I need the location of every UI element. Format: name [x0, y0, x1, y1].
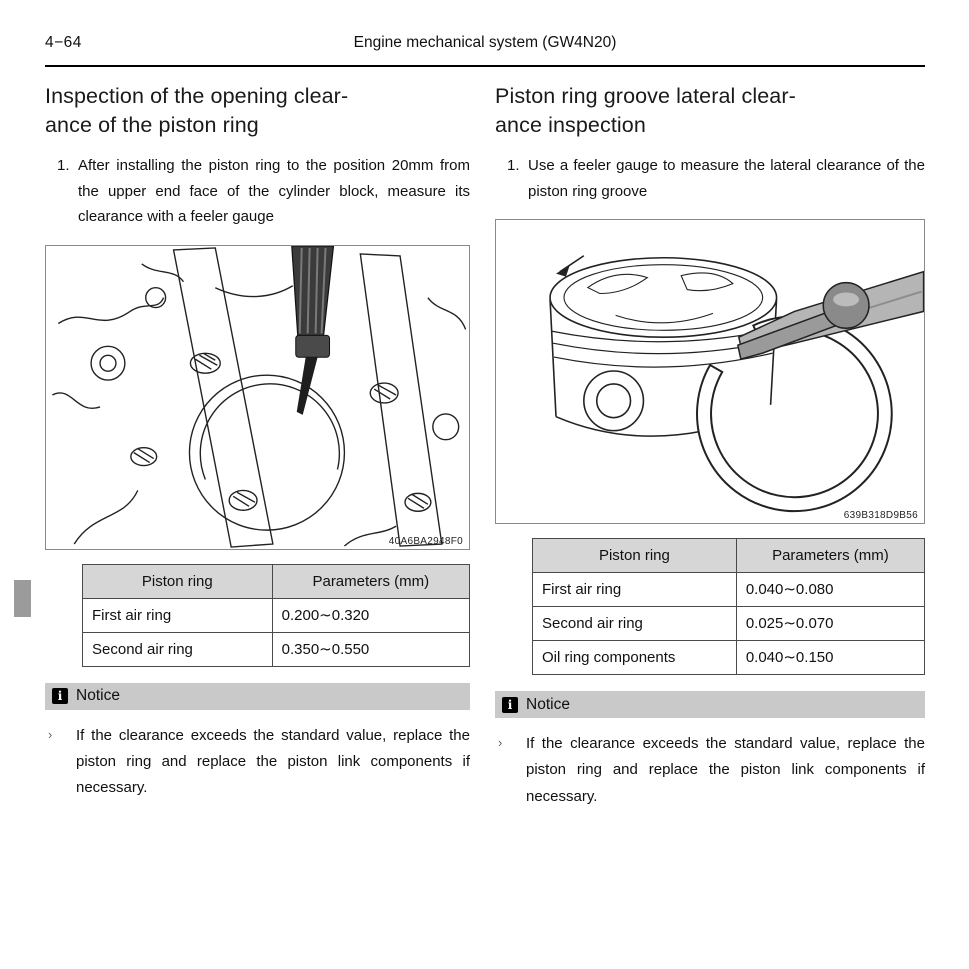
heading-line: Piston ring groove lateral clear- — [495, 84, 796, 108]
table-header-row — [533, 539, 925, 573]
info-icon: i — [502, 697, 518, 713]
section-opening-clearance — [45, 80, 470, 820]
piston-illustration — [496, 220, 924, 523]
figure-code: 40A6BA2948F0 — [388, 535, 463, 547]
procedure-step — [495, 153, 925, 204]
spec-name-cell: First air ring — [83, 598, 273, 632]
heading-line: ance inspection — [495, 112, 646, 137]
notice-label: Notice — [526, 695, 570, 713]
section-groove-lateral-clearance — [495, 80, 925, 820]
table-row — [83, 632, 470, 666]
step-text: After installing the piston ring to the position 20mm from the upper end face of the cylinder block, measure its clearance with a feeler gauge — [78, 157, 470, 226]
page-header — [45, 34, 925, 56]
notice-text: If the clearance exceeds the standard value, replace the piston ring and replace the piston link components if necessary. — [526, 735, 925, 805]
section-heading-opening-clearance — [45, 82, 470, 139]
bullet-marker: › — [48, 726, 53, 742]
spec-name-cell: Oil ring components — [533, 641, 737, 675]
notice-header — [45, 683, 470, 710]
procedure-step — [45, 153, 470, 230]
notice-label: Notice — [76, 687, 120, 705]
table-header-row — [83, 564, 470, 598]
spec-value-cell: 0.040∼0.150 — [736, 641, 924, 675]
header-rule — [45, 65, 925, 67]
notice-header — [495, 691, 925, 718]
notice-text: If the clearance exceeds the standard value, replace the piston ring and replace the piston link components if necessary. — [76, 726, 470, 797]
bullet-marker: › — [498, 735, 503, 751]
page-number: 4−64 — [45, 34, 82, 51]
spec-table-groove-clearance — [532, 538, 925, 675]
info-icon: i — [52, 688, 68, 704]
table-row — [533, 641, 925, 675]
spec-value-cell: 0.350∼0.550 — [272, 632, 469, 666]
spec-value-cell: 0.200∼0.320 — [272, 598, 469, 632]
column-header: Piston ring — [533, 539, 737, 573]
spec-table-opening-clearance — [82, 564, 470, 667]
spec-value-cell: 0.040∼0.080 — [736, 573, 924, 607]
column-header: Piston ring — [83, 564, 273, 598]
heading-line: Inspection of the opening clear- — [45, 84, 349, 108]
step-number: 1. — [57, 157, 70, 175]
column-header: Parameters (mm) — [736, 539, 924, 573]
column-header: Parameters (mm) — [272, 564, 469, 598]
page-edge-tab — [14, 580, 31, 617]
notice-item — [45, 723, 470, 802]
table-row — [533, 573, 925, 607]
figure-cylinder-block — [45, 245, 470, 550]
spec-name-cell: Second air ring — [533, 607, 737, 641]
spec-name-cell: First air ring — [533, 573, 737, 607]
notice-item — [495, 731, 925, 810]
figure-code: 639B318D9B56 — [843, 510, 918, 522]
section-heading-groove-clearance — [495, 82, 925, 139]
table-row — [533, 607, 925, 641]
page-title: Engine mechanical system (GW4N20) — [353, 34, 617, 51]
table-row — [83, 598, 470, 632]
step-text: Use a feeler gauge to measure the lateral clearance of the piston ring groove — [528, 157, 925, 200]
figure-piston-ring-groove — [495, 219, 925, 524]
heading-line: ance of the piston ring — [45, 112, 259, 137]
cylinder-block-illustration — [46, 246, 469, 549]
step-number: 1. — [507, 157, 520, 175]
content-columns — [45, 80, 925, 820]
spec-value-cell: 0.025∼0.070 — [736, 607, 924, 641]
spec-name-cell: Second air ring — [83, 632, 273, 666]
